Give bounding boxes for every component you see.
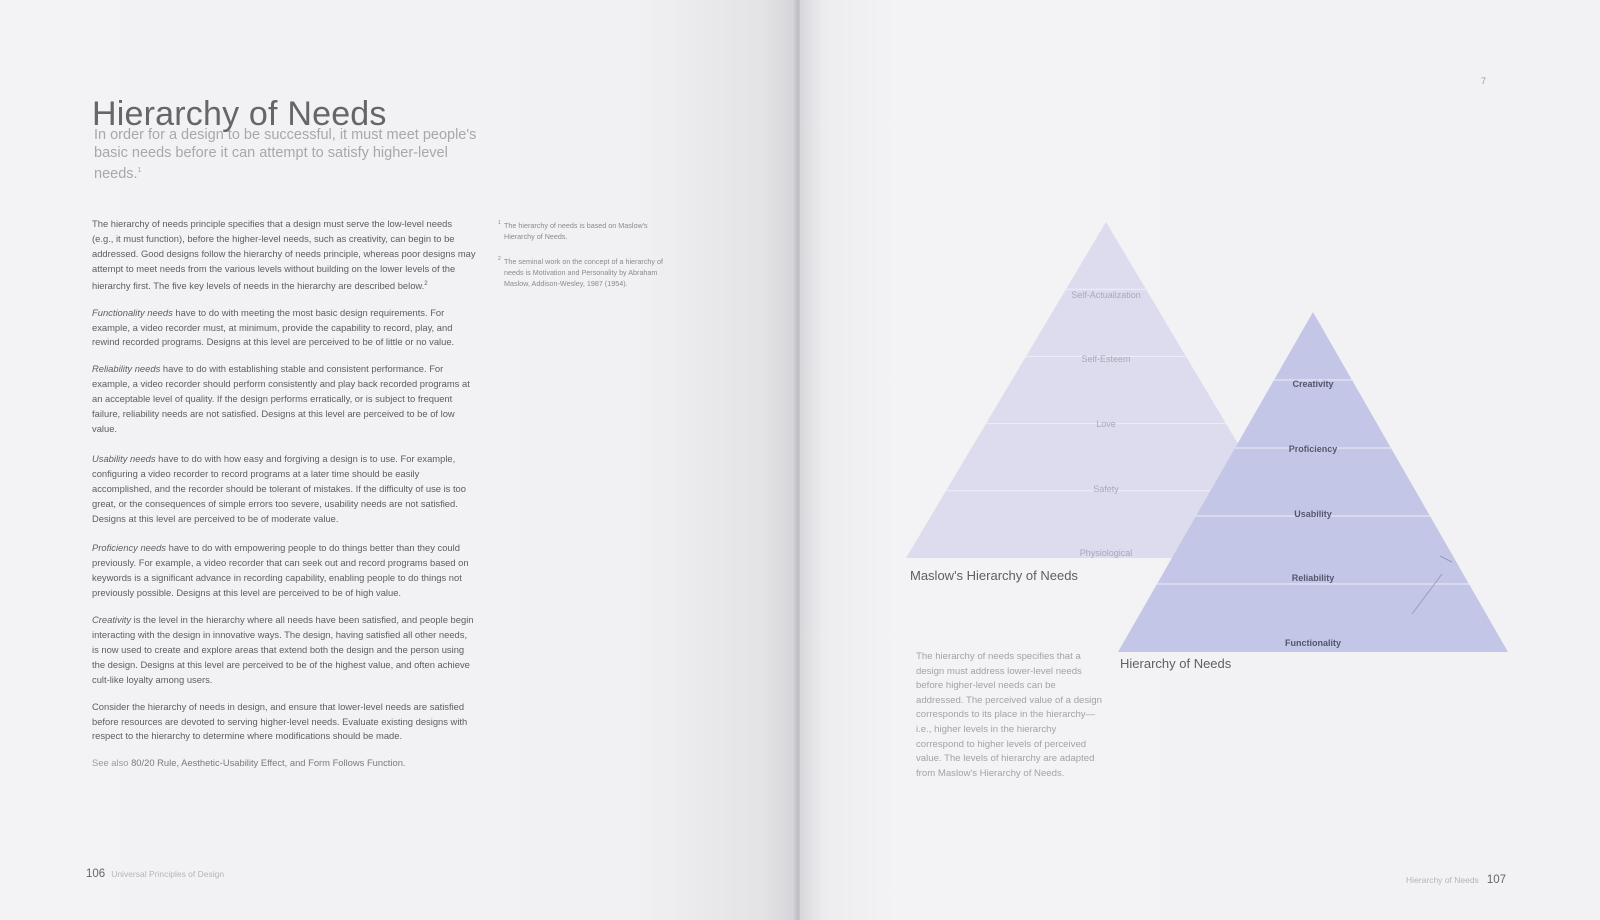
see-also-refs: 80/20 Rule, Aesthetic-Usability Effect, and Form Follows Function. — [131, 757, 406, 769]
maslow-level-label: Self-Actualization — [1071, 290, 1141, 300]
footnote-text: The seminal work on the concept of a hierarchy of needs is Motivation and Personality by Abraham Maslow, Addison-Wesley, 1987 (1954). — [504, 257, 664, 288]
diagram-description: The hierarchy of needs specifies that a design must address lower-level needs before higher-level needs can be addressed. The perceived value of a design corresponds to its place in the hierarchy—i.e., higher levels in the hierarchy correspond to higher levels of perceived value. The levels of hierarchy are adapted from Maslow's Hierarchy of Needs. — [916, 651, 1102, 779]
footnote — [498, 256, 678, 289]
paragraph-text: have to do with how easy and forgiving a design is to use. For example, configuring a video recorder to record programs at a later time should be easily accomplished, and the recorder should be tolerant of mistakes. If the difficulty of use is too great, or the consequences of simple errors too severe, usability needs are not satisfied. Designs at this level are perceived to be of moderate value. — [92, 452, 466, 524]
reliability-paragraph — [92, 362, 476, 437]
maslow-level-label: Safety — [1093, 484, 1119, 494]
running-title: Universal Principles of Design — [111, 869, 225, 879]
intro-text: The hierarchy of needs principle specifies that a design must serve the low-level needs (e.g., it must function), before the higher-level needs, such as creativity, can begin to be addressed. Good designs follow the hierarchy of needs principle, whereas poor designs may attempt to meet needs from the various levels without building on the lower levels of the hierarchy first. The five key levels of needs in the hierarchy are described below. — [92, 218, 476, 291]
footnote — [498, 220, 678, 242]
usability-paragraph — [92, 452, 476, 527]
right-page — [800, 0, 1600, 920]
term: Creativity — [92, 614, 132, 626]
hierarchy-level-label: Creativity — [1292, 379, 1334, 389]
functionality-paragraph — [92, 306, 476, 351]
term: Usability needs — [92, 452, 156, 464]
left-page — [0, 0, 796, 920]
hierarchy-level-label: Proficiency — [1288, 444, 1338, 454]
paragraph-text: have to do with meeting the most basic design requirements. For example, a video recorder must, at minimum, provide the capability to record, play, and rewind recorded programs. Designs at this level are perceived to be of little or no value. — [92, 306, 455, 348]
see-also-label: See also — [92, 757, 129, 769]
running-title: Hierarchy of Needs — [1406, 875, 1479, 885]
maslow-level-label: Love — [1096, 419, 1116, 429]
creativity-paragraph — [92, 613, 476, 688]
footnote-number: 1 — [498, 220, 501, 226]
footnote-number: 2 — [498, 256, 501, 262]
hierarchy-level-label: Reliability — [1291, 573, 1335, 583]
page-number: 107 — [1486, 874, 1506, 886]
hierarchy-level-label: Functionality — [1285, 638, 1341, 648]
closing-paragraph: Consider the hierarchy of needs in design, and ensure that lower-level needs are satisfied before resources are devoted to serving higher-level needs. Evaluate existing designs with respect to the hierarchy to determine where modifications should be made. — [92, 700, 468, 742]
paragraph-text: have to do with establishing stable and consistent performance. For example, a video recorder should perform consistently and play back recorded programs at an acceptable level of quality. If the design performs erratically, or is subject to frequent failure, reliability needs are not satisfied. Designs at this level are perceived to be of low value. — [92, 363, 470, 434]
maslow-caption: Maslow's Hierarchy of Needs — [910, 568, 1078, 583]
maslow-level-label: Self-Esteem — [1081, 354, 1131, 364]
see-also — [92, 756, 476, 771]
footnote-text: The hierarchy of needs is based on Maslow's Hierarchy of Needs. — [504, 221, 648, 241]
paragraph-text: is the level in the hierarchy where all needs have been satisfied, and people begin interacting with the design in innovative ways. The design, having satisfied all other needs, is now used to create and explore areas that extend both the design and the person using the design. Designs at this level are perceived to be of the highest value, and often achieve cult-like loyalty among users. — [92, 614, 474, 685]
lead-paragraph — [94, 126, 484, 183]
footnote-ref: 2 — [424, 280, 428, 287]
term: Functionality needs — [92, 306, 173, 318]
term: Proficiency needs — [92, 542, 166, 554]
right-folio — [1406, 874, 1506, 886]
pyramids-diagram — [800, 0, 1600, 920]
proficiency-paragraph — [92, 541, 476, 601]
paragraph-text: have to do with empowering people to do things better than they could previously. For example, a video recorder that can seek out and record programs based on keywords is a significant advance in recording capability, enabling people to do things not previously possible. Designs at this level are perceived to be of high value. — [92, 542, 469, 599]
left-folio — [86, 868, 224, 880]
page-title: Hierarchy of Needs — [92, 94, 387, 133]
intro-paragraph — [92, 217, 476, 294]
maslow-level-label: Physiological — [1079, 548, 1133, 558]
hierarchy-level-label: Usability — [1294, 509, 1332, 519]
footnote-ref: 1 — [137, 167, 142, 174]
lead-text: In order for a design to be successful, it must meet people's basic needs before it can attempt to satisfy higher-level needs. — [94, 127, 477, 182]
footnotes — [498, 220, 678, 303]
term: Reliability needs — [92, 363, 161, 375]
page-number: 106 — [86, 868, 106, 880]
hierarchy-caption: Hierarchy of Needs — [1120, 656, 1232, 671]
corner-mark: 7 — [1481, 76, 1487, 86]
body-text — [92, 217, 476, 783]
